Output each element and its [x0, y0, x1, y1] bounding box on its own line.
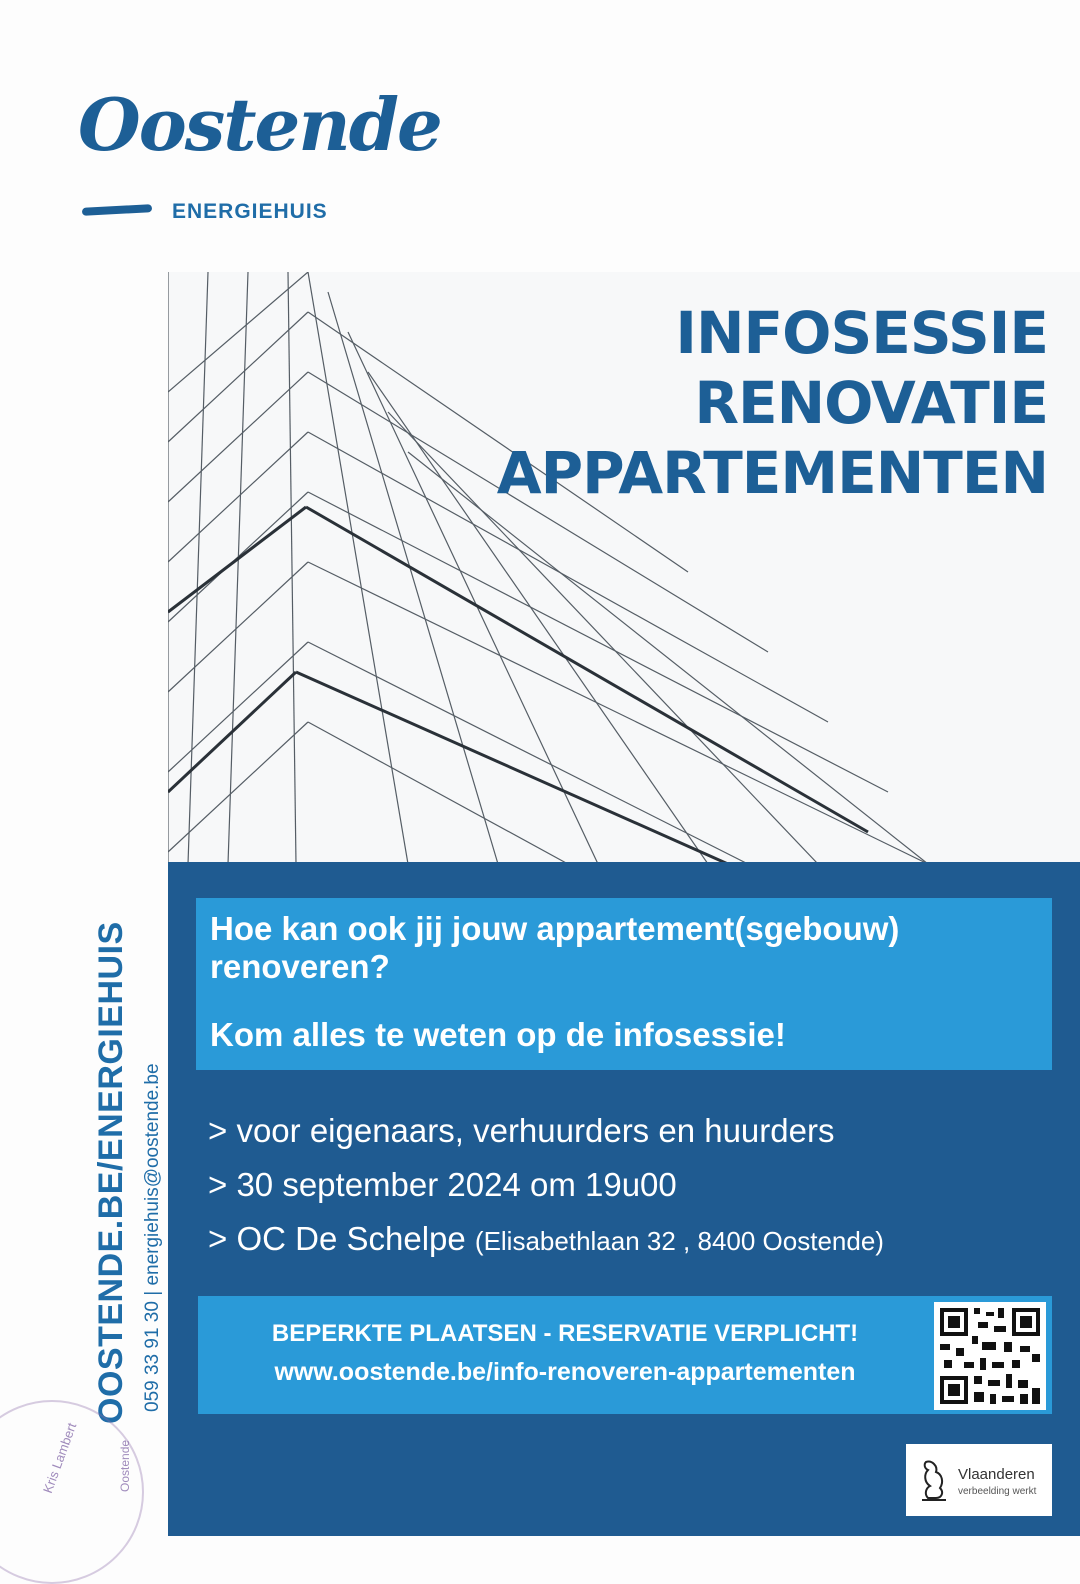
- lion-icon: [918, 1458, 950, 1502]
- sidebar-phone: 059 33 91 30: [142, 1301, 163, 1412]
- logo-wordmark: Oostende: [78, 82, 441, 167]
- detail-text: OC De Schelpe: [236, 1220, 466, 1257]
- detail-marker: >: [208, 1112, 237, 1149]
- headline-line-3: APPARTEMENTEN: [496, 439, 1048, 507]
- headline: [497, 298, 1048, 508]
- detail-marker: >: [208, 1220, 237, 1257]
- sidebar-email: energiehuis@oostende.be: [142, 1063, 163, 1286]
- detail-marker: >: [208, 1166, 237, 1203]
- detail-address: (Elisabethlaan 32 , 8400 Oostende): [474, 1226, 884, 1256]
- detail-text: 30 september 2024 om 19u00: [236, 1166, 677, 1203]
- intro-question: Hoe kan ook jij jouw appartement(sgebouw) renoveren?: [210, 910, 900, 985]
- reservation-title: BEPERKTE PLAATSEN - RESERVATIE VERPLICHT!: [271, 1320, 859, 1347]
- sidebar-url: OOSTENDE.BE/ENERGIEHUIS: [92, 921, 130, 1424]
- headline-line-2: RENOVATIE: [694, 369, 1048, 437]
- logo-subtitle: ENERGIEHUIS: [172, 200, 328, 223]
- details-list: [208, 1104, 884, 1268]
- reservation-box: [198, 1296, 1052, 1414]
- detail-text: voor eigenaars, verhuurders en huurders: [236, 1112, 835, 1149]
- intro-call-to-action: Kom alles te weten op de infosessie!: [210, 1016, 786, 1053]
- stamp-text-name: Kris Lambert: [40, 1420, 80, 1496]
- stamp-text-city: Oostende: [118, 1439, 132, 1492]
- vlaanderen-tagline: verbeelding werkt: [958, 1486, 1037, 1497]
- sidebar-separator: |: [142, 1290, 163, 1296]
- detail-location: [208, 1212, 884, 1268]
- detail-date: [208, 1158, 884, 1212]
- detail-audience: [208, 1104, 884, 1158]
- logo-underline: [82, 204, 152, 216]
- headline-line-1: INFOSESSIE: [675, 299, 1048, 367]
- vlaanderen-name: Vlaanderen: [958, 1466, 1035, 1483]
- reservation-link[interactable]: www.oostende.be/info-renoveren-appartementen: [274, 1358, 856, 1386]
- oostende-logo: [78, 82, 441, 232]
- sidebar-contact: [142, 1063, 164, 1412]
- qr-code[interactable]: [934, 1302, 1046, 1410]
